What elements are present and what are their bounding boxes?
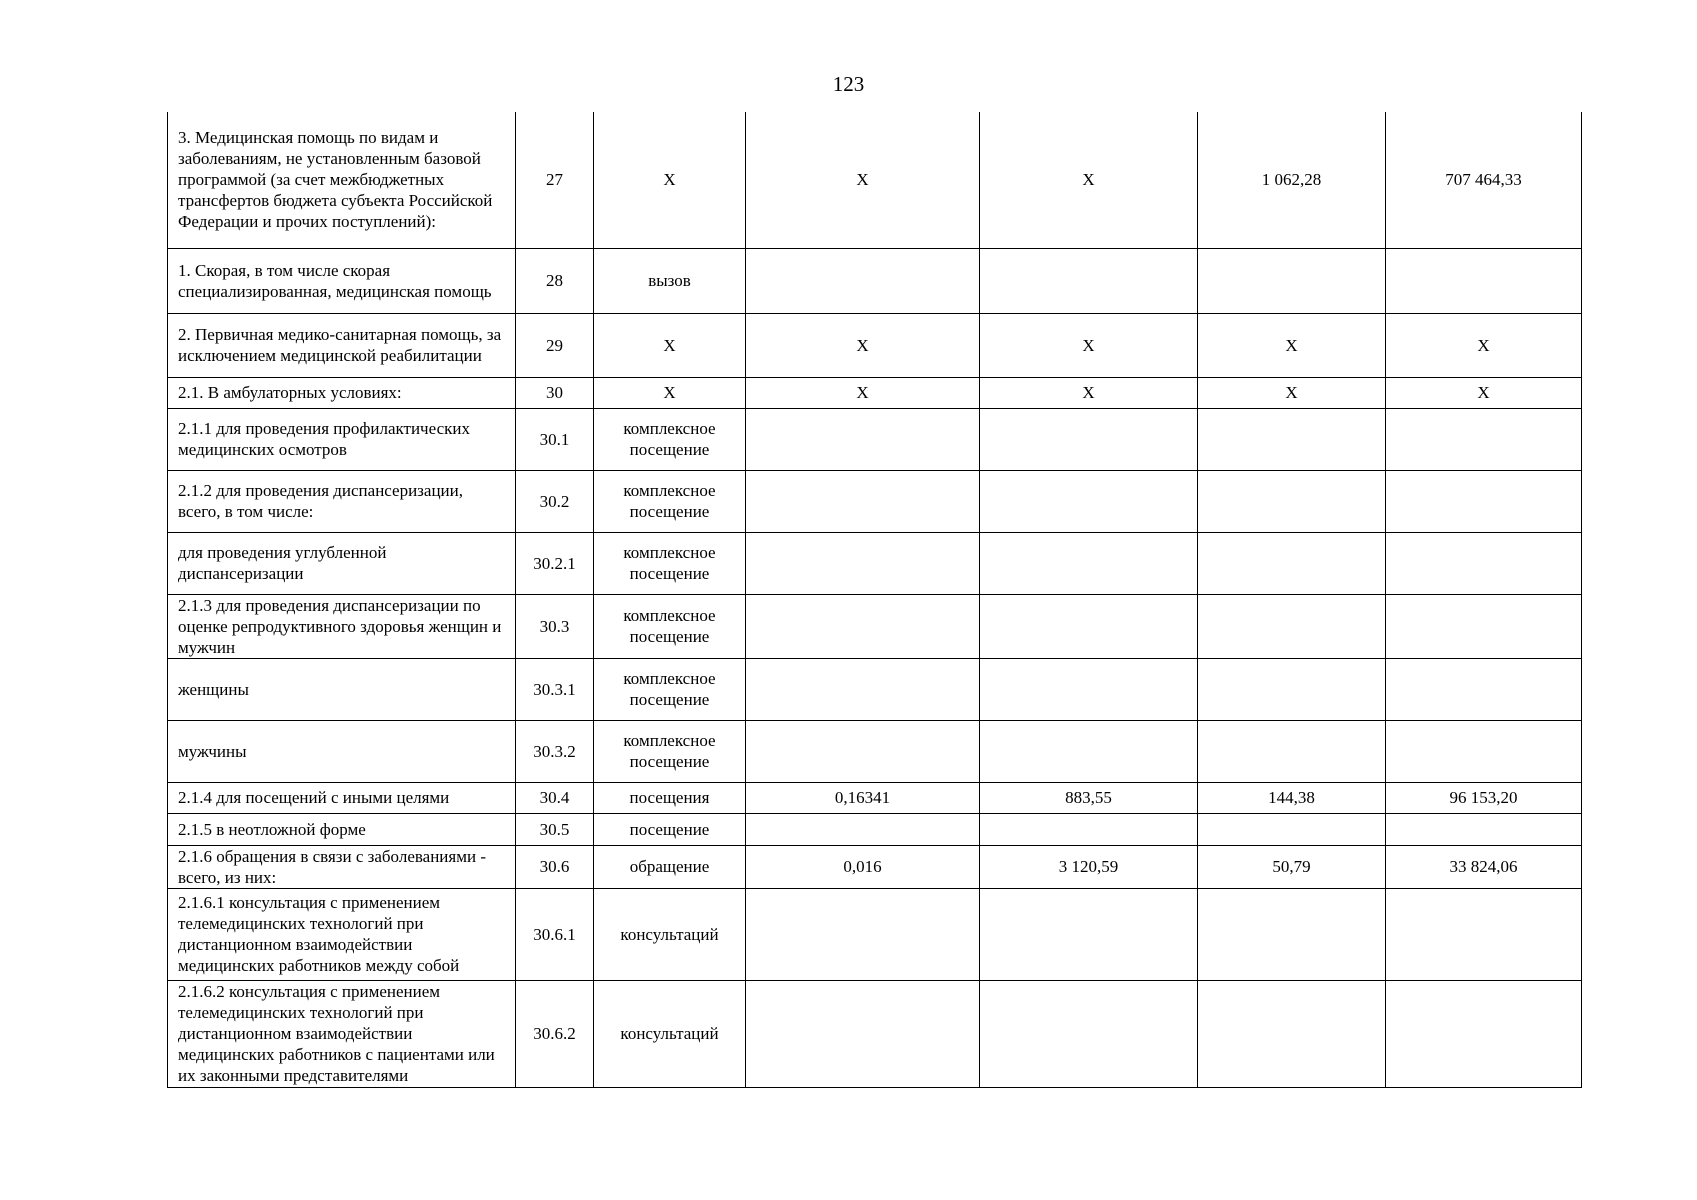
row-unit: консультаций	[594, 980, 746, 1087]
row-label: 2.1.4 для посещений с иными целями	[168, 782, 516, 813]
row-value-col7: X	[1386, 313, 1582, 377]
table-row	[168, 782, 1582, 813]
row-code: 30.6.1	[516, 888, 594, 980]
table-row	[168, 813, 1582, 845]
row-value-col7: 96 153,20	[1386, 782, 1582, 813]
row-value-col5: 883,55	[980, 782, 1198, 813]
row-unit: комплексное посещение	[594, 720, 746, 782]
row-value-col6: 1 062,28	[1198, 112, 1386, 248]
row-label: 2.1.1 для проведения профилактических медицинских осмотров	[168, 408, 516, 470]
row-value-col6	[1198, 658, 1386, 720]
table-row	[168, 594, 1582, 658]
row-value-col5	[980, 594, 1198, 658]
table-row	[168, 720, 1582, 782]
row-label: 2.1.6 обращения в связи с заболеваниями - всего, из них:	[168, 845, 516, 888]
row-value-col4	[746, 594, 980, 658]
row-value-col5	[980, 720, 1198, 782]
row-unit: X	[594, 377, 746, 408]
row-value-col7	[1386, 813, 1582, 845]
row-value-col7	[1386, 470, 1582, 532]
table-row	[168, 532, 1582, 594]
row-code: 30.6	[516, 845, 594, 888]
row-value-col4	[746, 408, 980, 470]
row-label: мужчины	[168, 720, 516, 782]
row-value-col4	[746, 813, 980, 845]
row-value-col5	[980, 658, 1198, 720]
row-code: 30.3	[516, 594, 594, 658]
table-row	[168, 112, 1582, 248]
table-row	[168, 408, 1582, 470]
row-value-col6: 144,38	[1198, 782, 1386, 813]
row-code: 30.6.2	[516, 980, 594, 1087]
row-unit: посещение	[594, 813, 746, 845]
row-value-col6: X	[1198, 313, 1386, 377]
row-value-col7	[1386, 888, 1582, 980]
row-value-col4	[746, 980, 980, 1087]
row-unit: вызов	[594, 248, 746, 313]
row-value-col6	[1198, 532, 1386, 594]
table-row	[168, 248, 1582, 313]
table-row	[168, 845, 1582, 888]
row-label: для проведения углубленной диспансеризации	[168, 532, 516, 594]
row-value-col6	[1198, 888, 1386, 980]
row-value-col4	[746, 470, 980, 532]
table-row	[168, 888, 1582, 980]
row-code: 30.2.1	[516, 532, 594, 594]
row-value-col5	[980, 248, 1198, 313]
row-value-col5: 3 120,59	[980, 845, 1198, 888]
row-code: 30	[516, 377, 594, 408]
row-code: 28	[516, 248, 594, 313]
row-value-col6: X	[1198, 377, 1386, 408]
row-unit: консультаций	[594, 888, 746, 980]
row-value-col6	[1198, 594, 1386, 658]
row-value-col4	[746, 658, 980, 720]
row-value-col5	[980, 980, 1198, 1087]
row-value-col5	[980, 470, 1198, 532]
row-value-col7: X	[1386, 377, 1582, 408]
table-row	[168, 658, 1582, 720]
row-unit: X	[594, 112, 746, 248]
row-label: 2.1.6.1 консультация с применением телемедицинских технологий при дистанционном взаимодействии медицинских работников между собой	[168, 888, 516, 980]
row-code: 30.4	[516, 782, 594, 813]
row-value-col6	[1198, 470, 1386, 532]
row-value-col7	[1386, 980, 1582, 1087]
row-value-col7	[1386, 594, 1582, 658]
row-value-col4: X	[746, 313, 980, 377]
row-code: 30.5	[516, 813, 594, 845]
page-number: 123	[832, 72, 865, 96]
row-value-col7: 33 824,06	[1386, 845, 1582, 888]
row-code: 27	[516, 112, 594, 248]
row-value-col5: X	[980, 313, 1198, 377]
row-label: женщины	[168, 658, 516, 720]
row-value-col4: 0,016	[746, 845, 980, 888]
table-row	[168, 980, 1582, 1087]
row-value-col4: X	[746, 112, 980, 248]
row-label: 3. Медицинская помощь по видам и заболеваниям, не установленным базовой программой (за счет межбюджетных трансфертов бюджета субъекта Российской Федерации и прочих поступлений):	[168, 112, 516, 248]
row-value-col7	[1386, 408, 1582, 470]
row-unit: комплексное посещение	[594, 532, 746, 594]
row-value-col4	[746, 248, 980, 313]
row-value-col4	[746, 532, 980, 594]
row-unit: обращение	[594, 845, 746, 888]
table-row	[168, 377, 1582, 408]
row-value-col5: X	[980, 112, 1198, 248]
row-label: 2.1.2 для проведения диспансеризации, всего, в том числе:	[168, 470, 516, 532]
row-code: 29	[516, 313, 594, 377]
table-row	[168, 313, 1582, 377]
row-code: 30.2	[516, 470, 594, 532]
row-code: 30.3.1	[516, 658, 594, 720]
row-unit: X	[594, 313, 746, 377]
row-label: 2.1.3 для проведения диспансеризации по оценке репродуктивного здоровья женщин и мужчин	[168, 594, 516, 658]
row-unit: комплексное посещение	[594, 470, 746, 532]
row-label: 1. Скорая, в том числе скорая специализированная, медицинская помощь	[168, 248, 516, 313]
row-unit: комплексное посещение	[594, 658, 746, 720]
row-value-col5	[980, 813, 1198, 845]
row-code: 30.3.2	[516, 720, 594, 782]
row-value-col7	[1386, 532, 1582, 594]
row-value-col7	[1386, 658, 1582, 720]
row-value-col4	[746, 720, 980, 782]
row-code: 30.1	[516, 408, 594, 470]
row-unit: комплексное посещение	[594, 408, 746, 470]
row-label: 2.1.6.2 консультация с применением телемедицинских технологий при дистанционном взаимодействии медицинских работников с пациентами или их законными представителями	[168, 980, 516, 1087]
table-row	[168, 470, 1582, 532]
row-value-col6	[1198, 720, 1386, 782]
row-value-col5: X	[980, 377, 1198, 408]
row-value-col4: X	[746, 377, 980, 408]
row-value-col6: 50,79	[1198, 845, 1386, 888]
row-unit: комплексное посещение	[594, 594, 746, 658]
row-value-col7: 707 464,33	[1386, 112, 1582, 248]
row-value-col4	[746, 888, 980, 980]
row-value-col6	[1198, 408, 1386, 470]
row-unit: посещения	[594, 782, 746, 813]
row-label: 2.1.5 в неотложной форме	[168, 813, 516, 845]
row-value-col7	[1386, 720, 1582, 782]
row-label: 2.1. В амбулаторных условиях:	[168, 377, 516, 408]
row-value-col5	[980, 532, 1198, 594]
tariff-table	[167, 112, 1582, 1088]
row-value-col4: 0,16341	[746, 782, 980, 813]
row-value-col6	[1198, 248, 1386, 313]
row-value-col6	[1198, 813, 1386, 845]
row-value-col7	[1386, 248, 1582, 313]
row-value-col6	[1198, 980, 1386, 1087]
row-value-col5	[980, 888, 1198, 980]
row-value-col5	[980, 408, 1198, 470]
row-label: 2. Первичная медико-санитарная помощь, за исключением медицинской реабилитации	[168, 313, 516, 377]
